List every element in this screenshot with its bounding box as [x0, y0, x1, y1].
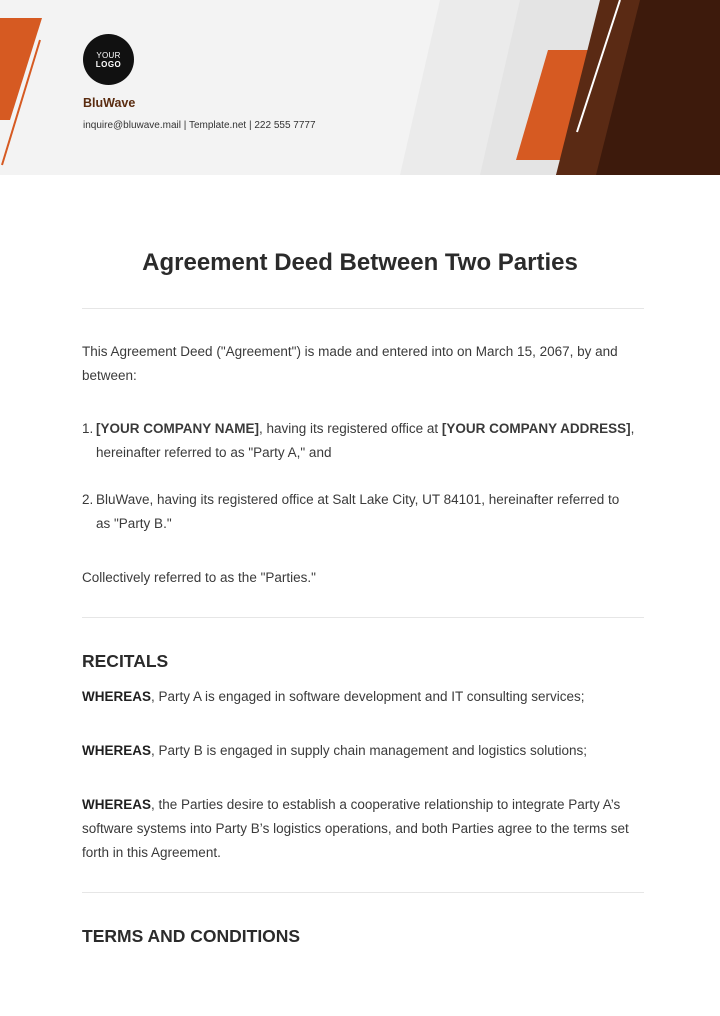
- divider: [82, 892, 644, 893]
- intro-paragraph: This Agreement Deed ("Agreement") is made and entered into on March 15, 2067, by and between:: [82, 344, 618, 383]
- recital-3: WHEREAS, the Parties desire to establish a cooperative relationship to integrate Party A’s software systems into Party B’s logistics operations, and both Parties agree to the terms set forth in this Agreement.: [82, 797, 629, 860]
- party-b-text: BluWave, having its registered office at Salt Lake City, UT 84101, hereinafter referred to as "Party B.": [96, 492, 620, 531]
- contact-info: inquire@bluwave.mail | Template.net | 222 555 7777: [83, 120, 316, 131]
- divider: [82, 617, 644, 618]
- recital-1: WHEREAS, Party A is engaged in software development and IT consulting services;: [82, 689, 585, 704]
- party-a-text: [YOUR COMPANY NAME], having its registered office at [YOUR COMPANY ADDRESS], hereinafter referred to as "Party A," and: [96, 421, 635, 460]
- terms-heading: TERMS AND CONDITIONS: [82, 926, 301, 946]
- letterhead-decoration: [0, 0, 720, 175]
- company-name: BluWave: [83, 96, 136, 110]
- collective-paragraph: Collectively referred to as the "Parties.": [82, 570, 316, 585]
- company-logo: [83, 34, 134, 85]
- recitals-heading: RECITALS: [82, 651, 169, 671]
- party-a-name: [YOUR COMPANY NAME]: [96, 421, 260, 436]
- divider: [82, 308, 644, 309]
- logo-text-bottom: LOGO: [95, 59, 122, 69]
- logo-text-top: YOUR: [96, 50, 121, 60]
- recital-2: WHEREAS, Party B is engaged in supply chain management and logistics solutions;: [82, 743, 588, 758]
- party-a-address: [YOUR COMPANY ADDRESS]: [441, 421, 631, 436]
- document-title: Agreement Deed Between Two Parties: [142, 249, 578, 276]
- letterhead: [0, 0, 720, 175]
- list-number: 2.: [82, 492, 94, 507]
- list-number: 1.: [82, 421, 94, 436]
